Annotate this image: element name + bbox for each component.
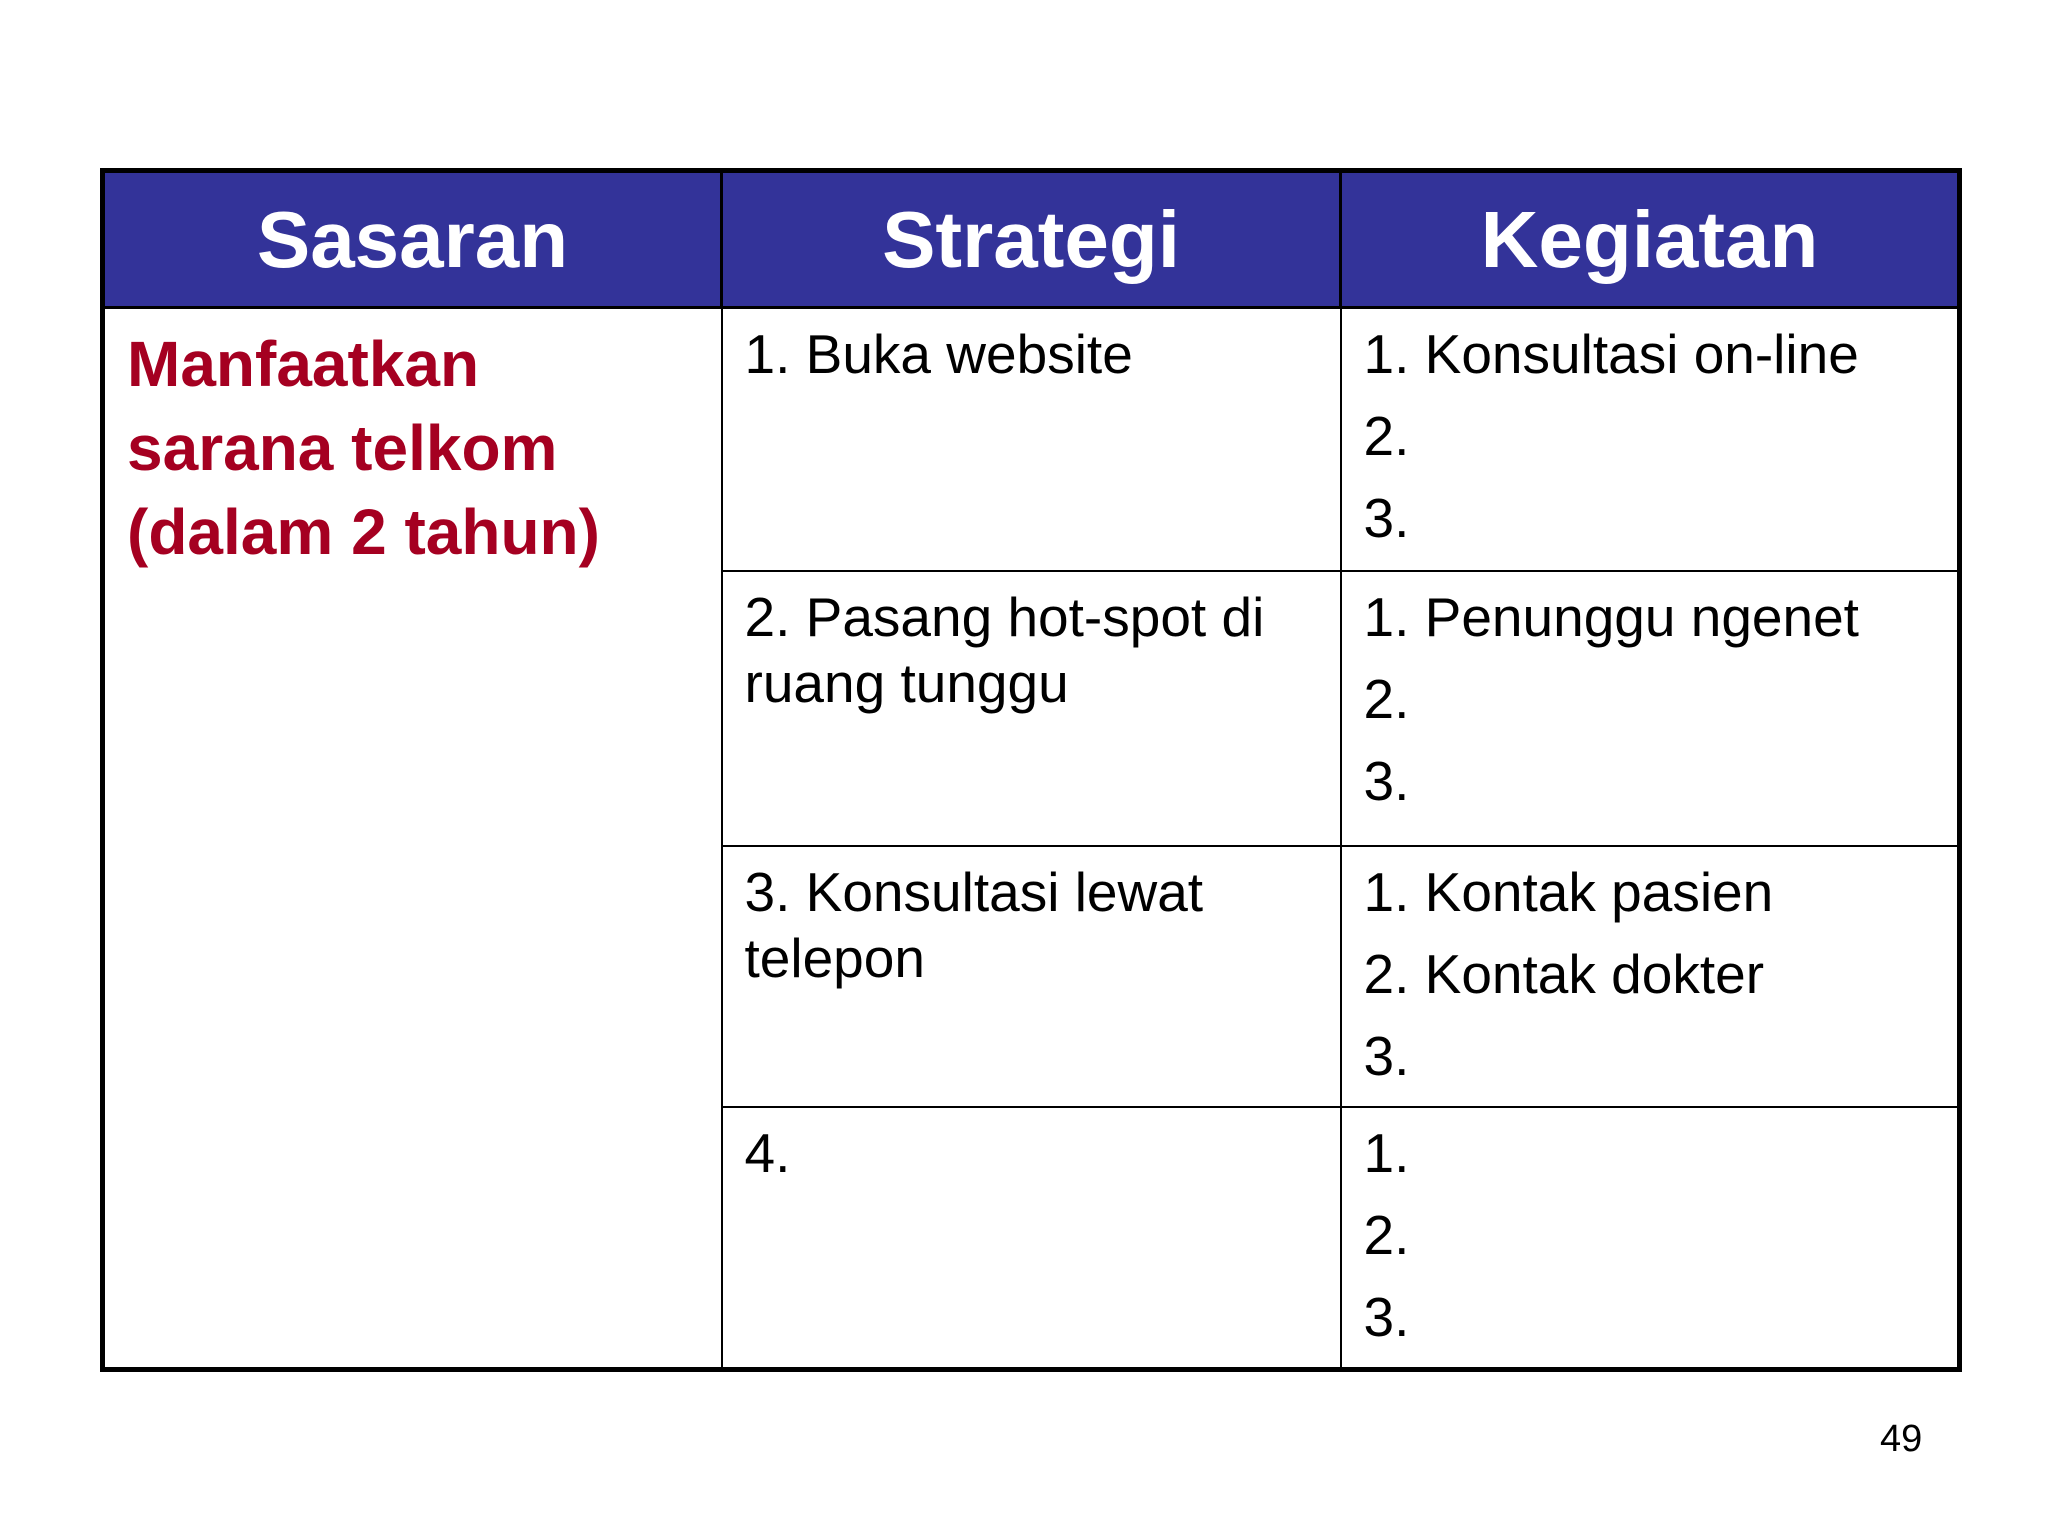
strategi-cell: 3. Konsultasi lewat telepon bbox=[722, 846, 1341, 1108]
table-row bbox=[103, 308, 1960, 572]
kegiatan-cell bbox=[1341, 1107, 1960, 1369]
kegiatan-item: 2. bbox=[1363, 668, 1410, 731]
header-row bbox=[103, 171, 1960, 308]
header-sasaran: Sasaran bbox=[103, 171, 722, 308]
strategi-cell: 2. Pasang hot-spot di ruang tunggu bbox=[722, 571, 1341, 846]
kegiatan-cell bbox=[1341, 308, 1960, 572]
strategy-table bbox=[100, 168, 1962, 1372]
kegiatan-item: 3. bbox=[1363, 1286, 1410, 1349]
page-number: 49 bbox=[1880, 1418, 1923, 1460]
kegiatan-item: 3. bbox=[1363, 487, 1410, 549]
sasaran-cell: Manfaatkan sarana telkom (dalam 2 tahun) bbox=[103, 308, 722, 1370]
kegiatan-item: 3. bbox=[1363, 750, 1410, 813]
kegiatan-item: 1. Konsultasi on-line bbox=[1363, 323, 1859, 385]
header-strategi: Strategi bbox=[722, 171, 1341, 308]
kegiatan-item: 2. bbox=[1363, 1204, 1410, 1267]
kegiatan-cell bbox=[1341, 571, 1960, 846]
kegiatan-item: 1. bbox=[1363, 1122, 1410, 1185]
strategi-cell: 1. Buka website bbox=[722, 308, 1341, 572]
kegiatan-item: 2. bbox=[1363, 405, 1410, 467]
header-kegiatan: Kegiatan bbox=[1341, 171, 1960, 308]
kegiatan-item: 2. Kontak dokter bbox=[1363, 942, 1765, 1005]
kegiatan-item: 1. Kontak pasien bbox=[1363, 860, 1774, 923]
strategi-cell: 4. bbox=[722, 1107, 1341, 1369]
kegiatan-item: 3. bbox=[1363, 1024, 1410, 1087]
kegiatan-cell bbox=[1341, 846, 1960, 1108]
kegiatan-item: 1. Penunggu ngenet bbox=[1363, 586, 1859, 649]
